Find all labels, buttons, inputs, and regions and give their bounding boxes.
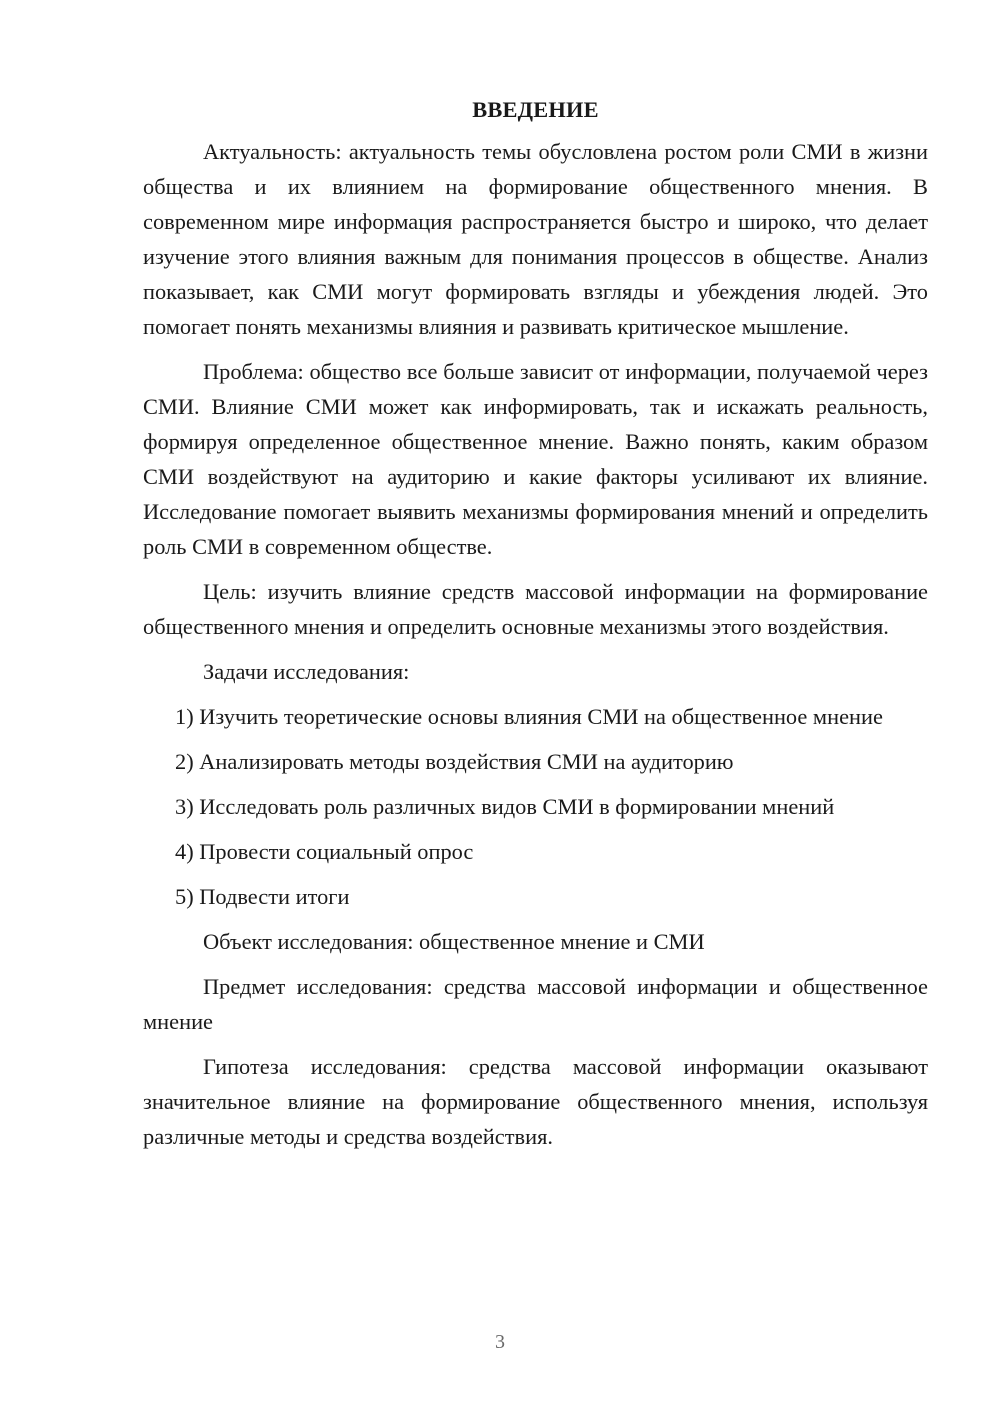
problem-paragraph: Проблема: общество все больше зависит от информации, получаемой через СМИ. Влияние СМИ может как информировать, так и искажать реальность, формируя определенное общественное мнение. Важно понять, каким образом СМИ воздействуют на аудиторию и какие факторы усиливают их влияние. Исследование помогает выявить механизмы формирования мнений и определить роль СМИ в современном обществе. (143, 359, 928, 559)
relevance-paragraph: Актуальность: актуальность темы обусловлена ростом роли СМИ в жизни общества и их влиянием на формирование общественного мнения. В современном мире информация распространяется быстро и широко, что делает изучение этого влияния важным для понимания процессов в обществе. Анализ показывает, как СМИ могут формировать взгляды и убеждения людей. Это помогает понять механизмы влияния и развивать критическое мышление. (143, 139, 928, 339)
hypothesis-paragraph: Гипотеза исследования: средства массовой информации оказывают значительное влияние на формирование общественного мнения, используя различные методы и средства воздействия. (143, 1054, 928, 1149)
task-item-2: 2) Анализировать методы воздействия СМИ на аудиторию (175, 749, 734, 774)
task-item-1: 1) Изучить теоретические основы влияния СМИ на общественное мнение (175, 704, 883, 729)
goal-paragraph: Цель: изучить влияние средств массовой информации на формирование общественного мнения и определить основные механизмы этого воздействия. (143, 579, 928, 639)
tasks-heading: Задачи исследования: (203, 659, 410, 684)
subject-paragraph: Предмет исследования: средства массовой информации и общественное мнение (143, 974, 928, 1034)
task-item-5: 5) Подвести итоги (175, 884, 350, 909)
section-title: ВВЕДЕНИЕ (472, 97, 599, 122)
page-number: 3 (495, 1331, 505, 1353)
task-item-3: 3) Исследовать роль различных видов СМИ в формировании мнений (175, 794, 835, 819)
document-page (143, 92, 928, 1164)
task-item-4: 4) Провести социальный опрос (175, 839, 474, 864)
object-paragraph: Объект исследования: общественное мнение и СМИ (203, 929, 705, 954)
